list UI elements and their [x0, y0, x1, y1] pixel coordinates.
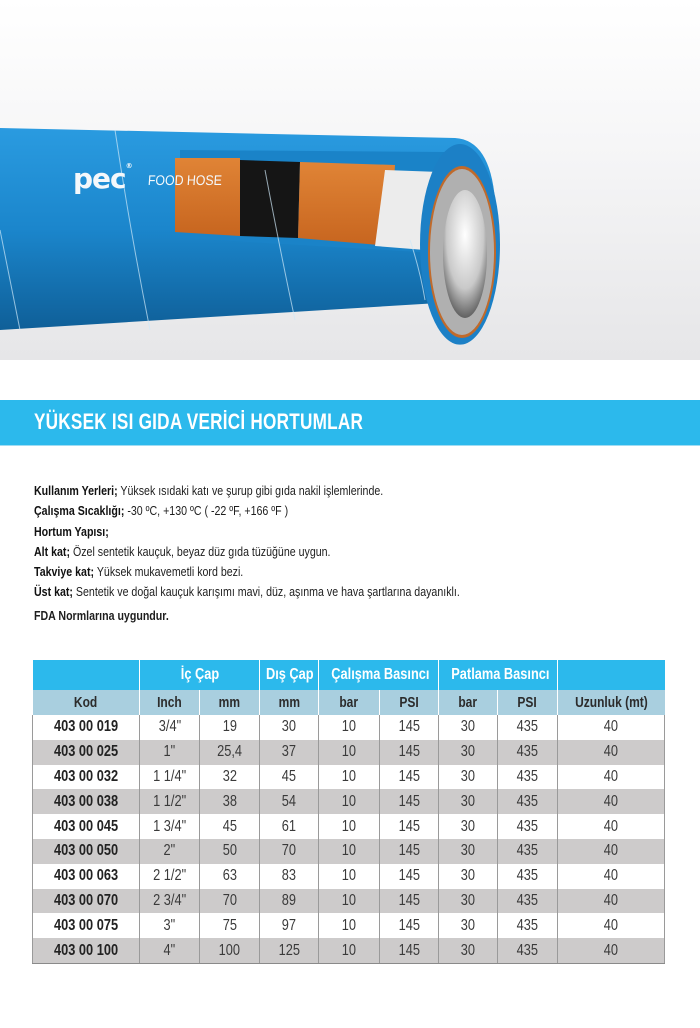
- cell-working-bar-text: 10: [341, 867, 357, 885]
- table-row: [33, 938, 665, 963]
- cell-working-bar: [319, 839, 380, 864]
- cell-working-bar: [319, 913, 380, 938]
- brand-logo-text: pec: [73, 162, 126, 195]
- cell-length-text: 40: [603, 817, 619, 835]
- cell-inch-text: 1 1/4": [152, 767, 186, 785]
- cell-inch: [140, 789, 200, 814]
- table-row: [33, 740, 665, 765]
- cell-burst-bar-text: 30: [460, 767, 476, 785]
- cell-inner-mm-text: 25,4: [217, 743, 242, 761]
- cell-code-text: 403 00 063: [53, 867, 119, 885]
- cell-inch: [140, 913, 200, 938]
- cell-code: [33, 715, 140, 740]
- cell-working-bar: [319, 814, 380, 839]
- cell-inch: [140, 715, 200, 740]
- cell-outer-mm: [260, 913, 319, 938]
- product-description: [34, 481, 674, 603]
- cell-inch-text: 1": [163, 743, 176, 761]
- cell-length-text: 40: [603, 891, 619, 909]
- cell-outer-mm-text: 97: [281, 916, 297, 934]
- cell-burst-bar: [439, 864, 498, 889]
- usage-text: Yüksek ısıdaki katı ve şurup gibi gıda nakil işlemlerinde.: [117, 484, 384, 498]
- cell-burst-bar: [439, 814, 498, 839]
- cell-length: [558, 938, 665, 963]
- cell-outer-mm: [260, 814, 319, 839]
- cell-outer-mm: [260, 839, 319, 864]
- cell-outer-mm-text: 54: [281, 792, 297, 810]
- cell-inch-text: 4": [163, 941, 176, 959]
- cell-code-text: 403 00 075: [53, 916, 119, 934]
- cell-working-bar: [319, 765, 380, 790]
- cell-inch-text: 3": [163, 916, 176, 934]
- cell-burst-psi-text: 435: [516, 792, 539, 810]
- cell-inner-mm: [200, 814, 260, 839]
- cell-working-psi: [380, 814, 439, 839]
- table-row: [33, 913, 665, 938]
- cell-burst-bar: [439, 765, 498, 790]
- header-burst-psi-text: PSI: [517, 694, 538, 711]
- cell-burst-bar-text: 30: [460, 817, 476, 835]
- cell-burst-psi: [498, 789, 558, 814]
- cell-inner-mm-text: 63: [222, 867, 237, 885]
- cell-working-psi: [380, 789, 439, 814]
- header-inner-mm-text: mm: [218, 694, 241, 711]
- usage-line: [34, 481, 578, 501]
- cell-inner-mm: [200, 839, 260, 864]
- reinforcement-label: Takviye kat;: [34, 565, 95, 580]
- cell-burst-psi-text: 435: [516, 817, 539, 835]
- cell-burst-psi-text: 435: [516, 842, 539, 860]
- cell-burst-psi: [498, 938, 558, 963]
- cell-inner-mm: [200, 913, 260, 938]
- cell-outer-mm: [260, 938, 319, 963]
- cell-code: [33, 938, 140, 963]
- cell-inner-mm: [200, 938, 260, 963]
- table-row: [33, 889, 665, 914]
- cell-inner-mm-text: 38: [222, 792, 237, 810]
- cell-inch: [140, 765, 200, 790]
- cover-text: Sentetik ve doğal kauçuk karışımı mavi, düz, aşınma ve hava şartlarına dayanıklı.: [72, 585, 460, 600]
- cell-burst-psi-text: 435: [516, 767, 539, 785]
- cell-length: [558, 789, 665, 814]
- cell-code: [33, 814, 140, 839]
- cell-working-psi-text: 145: [398, 743, 420, 761]
- cell-inch: [140, 814, 200, 839]
- inner-layer-label: Alt kat;: [34, 544, 71, 559]
- cell-length-text: 40: [603, 867, 619, 885]
- cell-length-text: 40: [603, 941, 619, 959]
- cell-working-psi-text: 145: [398, 842, 420, 860]
- cell-length-text: 40: [603, 767, 619, 785]
- table-row: [33, 789, 665, 814]
- cell-inch: [140, 889, 200, 914]
- cell-working-psi-text: 145: [398, 718, 420, 736]
- cell-working-bar-text: 10: [341, 792, 357, 810]
- cell-burst-psi-text: 435: [516, 743, 539, 761]
- table-row: [33, 814, 665, 839]
- cell-length-text: 40: [603, 718, 619, 736]
- cell-burst-psi: [498, 814, 558, 839]
- cell-burst-psi-text: 435: [516, 941, 539, 959]
- table-row: [33, 765, 665, 790]
- cell-code-text: 403 00 038: [53, 792, 119, 810]
- cell-code: [33, 789, 140, 814]
- cover-label: Üst kat;: [34, 585, 73, 600]
- cell-burst-bar-text: 30: [460, 867, 476, 885]
- cell-burst-psi-text: 435: [516, 718, 539, 736]
- cell-code: [33, 864, 140, 889]
- cell-outer-mm: [260, 715, 319, 740]
- table-row: [33, 715, 665, 740]
- header-length-text: Uzunluk (mt): [574, 694, 648, 711]
- cell-working-psi: [380, 839, 439, 864]
- cell-inner-mm: [200, 740, 260, 765]
- cell-outer-mm-text: 70: [281, 842, 297, 860]
- cell-length: [558, 889, 665, 914]
- cell-outer-mm-text: 89: [281, 891, 297, 909]
- cell-burst-bar: [439, 913, 498, 938]
- cell-working-bar-text: 10: [341, 767, 357, 785]
- cell-burst-psi-text: 435: [516, 867, 539, 885]
- cell-inner-mm-text: 50: [222, 842, 237, 860]
- cell-outer-mm: [260, 864, 319, 889]
- cell-outer-mm: [260, 789, 319, 814]
- brand-logo: pec®: [73, 162, 132, 195]
- cell-working-bar-text: 10: [341, 891, 357, 909]
- cell-working-bar: [319, 740, 380, 765]
- inner-layer-text: Özel sentetik kauçuk, beyaz düz gıda tüzüğüne uygun.: [70, 544, 331, 559]
- product-hero-image: [0, 0, 700, 360]
- cell-outer-mm: [260, 765, 319, 790]
- cell-working-bar: [319, 715, 380, 740]
- cell-working-psi: [380, 889, 439, 914]
- cell-length-text: 40: [603, 743, 619, 761]
- header-code-text: Kod: [74, 694, 98, 711]
- cell-length-text: 40: [603, 916, 619, 934]
- cell-inner-mm-text: 100: [218, 941, 241, 959]
- header-inch-text: Inch: [157, 694, 182, 711]
- cell-working-bar: [319, 789, 380, 814]
- structure-line: [34, 522, 578, 542]
- cell-inner-mm: [200, 889, 260, 914]
- cell-length: [558, 765, 665, 790]
- header-outer-diameter: [260, 660, 319, 690]
- cell-length: [558, 913, 665, 938]
- cell-working-psi: [380, 765, 439, 790]
- cell-burst-psi: [498, 839, 558, 864]
- cell-length: [558, 839, 665, 864]
- cell-burst-bar-text: 30: [460, 792, 476, 810]
- cell-code-text: 403 00 032: [53, 767, 119, 785]
- cell-code: [33, 913, 140, 938]
- cell-inch-text: 2 3/4": [152, 891, 186, 909]
- header-length: [558, 690, 665, 715]
- header-inch: [140, 690, 200, 715]
- structure-label: Hortum Yapısı;: [34, 524, 109, 539]
- cell-burst-psi: [498, 864, 558, 889]
- header-outer-diameter-text: Dış Çap: [265, 666, 314, 683]
- header-code: [33, 690, 140, 715]
- cell-burst-psi: [498, 765, 558, 790]
- header-outer-mm-text: mm: [278, 694, 300, 711]
- cell-code-text: 403 00 070: [53, 891, 119, 909]
- header-inner-diameter: [140, 660, 260, 690]
- header-burst-bar-text: bar: [458, 694, 478, 711]
- reinforcement-layer: [175, 158, 240, 236]
- cell-length-text: 40: [603, 842, 619, 860]
- cell-code-text: 403 00 019: [53, 718, 119, 736]
- table-row: [33, 839, 665, 864]
- cell-working-psi: [380, 715, 439, 740]
- cell-inch: [140, 740, 200, 765]
- header-working-psi: [380, 690, 439, 715]
- cell-length: [558, 814, 665, 839]
- cell-working-psi-text: 145: [398, 916, 420, 934]
- cell-working-bar-text: 10: [341, 718, 357, 736]
- cell-inner-mm-text: 19: [222, 718, 237, 736]
- cell-code-text: 403 00 050: [53, 842, 119, 860]
- cell-outer-mm-text: 61: [281, 817, 297, 835]
- header-burst-psi: [498, 690, 558, 715]
- cell-inner-mm: [200, 864, 260, 889]
- cell-inch-text: 1 1/2": [152, 792, 186, 810]
- hose-bore: [443, 190, 487, 318]
- cell-length-text: 40: [603, 792, 619, 810]
- header-inner-diameter-text: İç Çap: [180, 666, 219, 683]
- header-empty-cell: [33, 660, 140, 690]
- temperature-label: Çalışma Sıcaklığı;: [34, 504, 125, 519]
- temperature-line: [34, 501, 578, 521]
- cell-burst-bar-text: 30: [460, 916, 476, 934]
- cell-outer-mm-text: 125: [278, 941, 300, 959]
- cell-working-psi-text: 145: [398, 867, 420, 885]
- header-burst-pressure: [439, 660, 558, 690]
- cell-working-psi: [380, 864, 439, 889]
- cell-burst-bar: [439, 839, 498, 864]
- cell-inch-text: 2 1/2": [152, 867, 186, 885]
- cell-inner-mm-text: 45: [222, 817, 237, 835]
- cell-inch: [140, 938, 200, 963]
- section-banner: [0, 400, 700, 446]
- header-burst-bar: [439, 690, 498, 715]
- table-row: [33, 864, 665, 889]
- cell-working-bar: [319, 889, 380, 914]
- section-title: YÜKSEK ISI GIDA VERİCİ HORTUMLAR: [34, 409, 364, 434]
- cell-code: [33, 889, 140, 914]
- cell-length: [558, 715, 665, 740]
- cell-code: [33, 765, 140, 790]
- cell-working-psi-text: 145: [398, 767, 420, 785]
- cell-burst-bar-text: 30: [460, 891, 476, 909]
- cell-working-psi: [380, 913, 439, 938]
- cell-inch: [140, 864, 200, 889]
- header-empty-cell: [558, 660, 665, 690]
- cell-length: [558, 864, 665, 889]
- specification-table: [32, 660, 665, 964]
- cell-inner-mm: [200, 765, 260, 790]
- cell-outer-mm: [260, 740, 319, 765]
- cell-working-bar-text: 10: [341, 941, 357, 959]
- cell-working-psi-text: 145: [398, 817, 420, 835]
- cell-burst-bar: [439, 889, 498, 914]
- reinforcement-line: [34, 562, 578, 582]
- cell-inner-mm-text: 75: [222, 916, 237, 934]
- cell-burst-bar-text: 30: [460, 842, 476, 860]
- cell-burst-bar-text: 30: [460, 718, 476, 736]
- cell-inner-mm-text: 70: [222, 891, 237, 909]
- cell-burst-psi: [498, 913, 558, 938]
- cell-length: [558, 740, 665, 765]
- header-working-bar-text: bar: [339, 694, 359, 711]
- header-outer-mm: [260, 690, 319, 715]
- cell-outer-mm-text: 83: [281, 867, 297, 885]
- cell-inner-mm: [200, 789, 260, 814]
- temperature-text: -30 ºC, +130 ºC ( -22 ºF, +166 ºF ): [124, 504, 289, 519]
- cell-burst-psi: [498, 740, 558, 765]
- product-label: FOOD HOSE: [147, 172, 223, 188]
- fda-note: FDA Normlarına uygundur.: [34, 609, 169, 623]
- cell-working-psi: [380, 740, 439, 765]
- cell-inch-text: 2": [163, 842, 176, 860]
- cell-working-bar: [319, 938, 380, 963]
- cell-working-bar-text: 10: [341, 743, 357, 761]
- reinforcement-text: Yüksek mukavemetli kord bezi.: [94, 565, 244, 580]
- cell-working-psi: [380, 938, 439, 963]
- cell-burst-bar-text: 30: [460, 743, 476, 761]
- cell-working-psi-text: 145: [398, 891, 420, 909]
- table-group-header-row: [33, 660, 665, 690]
- inner-layer-line: [34, 542, 578, 562]
- cell-burst-psi: [498, 889, 558, 914]
- cell-working-bar-text: 10: [341, 916, 357, 934]
- cell-burst-bar-text: 30: [460, 941, 476, 959]
- cell-inner-mm-text: 32: [222, 767, 237, 785]
- header-working-psi-text: PSI: [399, 694, 419, 711]
- cell-working-bar-text: 10: [341, 842, 357, 860]
- header-working-bar: [319, 690, 380, 715]
- cell-inner-mm: [200, 715, 260, 740]
- header-working-pressure: [319, 660, 439, 690]
- header-inner-mm: [200, 690, 260, 715]
- cell-working-psi-text: 145: [398, 941, 420, 959]
- cell-burst-bar: [439, 715, 498, 740]
- header-working-pressure-text: Çalışma Basıncı: [331, 666, 430, 683]
- cover-line: [34, 582, 578, 602]
- cell-inch: [140, 839, 200, 864]
- cell-code-text: 403 00 025: [53, 743, 119, 761]
- cell-outer-mm-text: 30: [281, 718, 297, 736]
- cell-code: [33, 839, 140, 864]
- cell-working-bar-text: 10: [341, 817, 357, 835]
- table-body: [33, 715, 665, 963]
- cell-outer-mm: [260, 889, 319, 914]
- cell-code-text: 403 00 100: [53, 941, 119, 959]
- usage-label: Kullanım Yerleri;: [34, 484, 118, 498]
- cell-burst-psi-text: 435: [516, 891, 539, 909]
- cell-working-psi-text: 145: [398, 792, 420, 810]
- cell-burst-psi: [498, 715, 558, 740]
- cell-burst-bar: [439, 740, 498, 765]
- cell-outer-mm-text: 45: [281, 767, 297, 785]
- cell-code: [33, 740, 140, 765]
- cell-code-text: 403 00 045: [53, 817, 119, 835]
- table-sub-header-row: [33, 690, 665, 715]
- cell-burst-psi-text: 435: [516, 916, 539, 934]
- cell-working-bar: [319, 864, 380, 889]
- cell-burst-bar: [439, 938, 498, 963]
- header-burst-pressure-text: Patlama Basıncı: [451, 666, 550, 683]
- cell-burst-bar: [439, 789, 498, 814]
- cell-inch-text: 3/4": [158, 718, 181, 736]
- cell-outer-mm-text: 37: [281, 743, 297, 761]
- cell-inch-text: 1 3/4": [152, 817, 186, 835]
